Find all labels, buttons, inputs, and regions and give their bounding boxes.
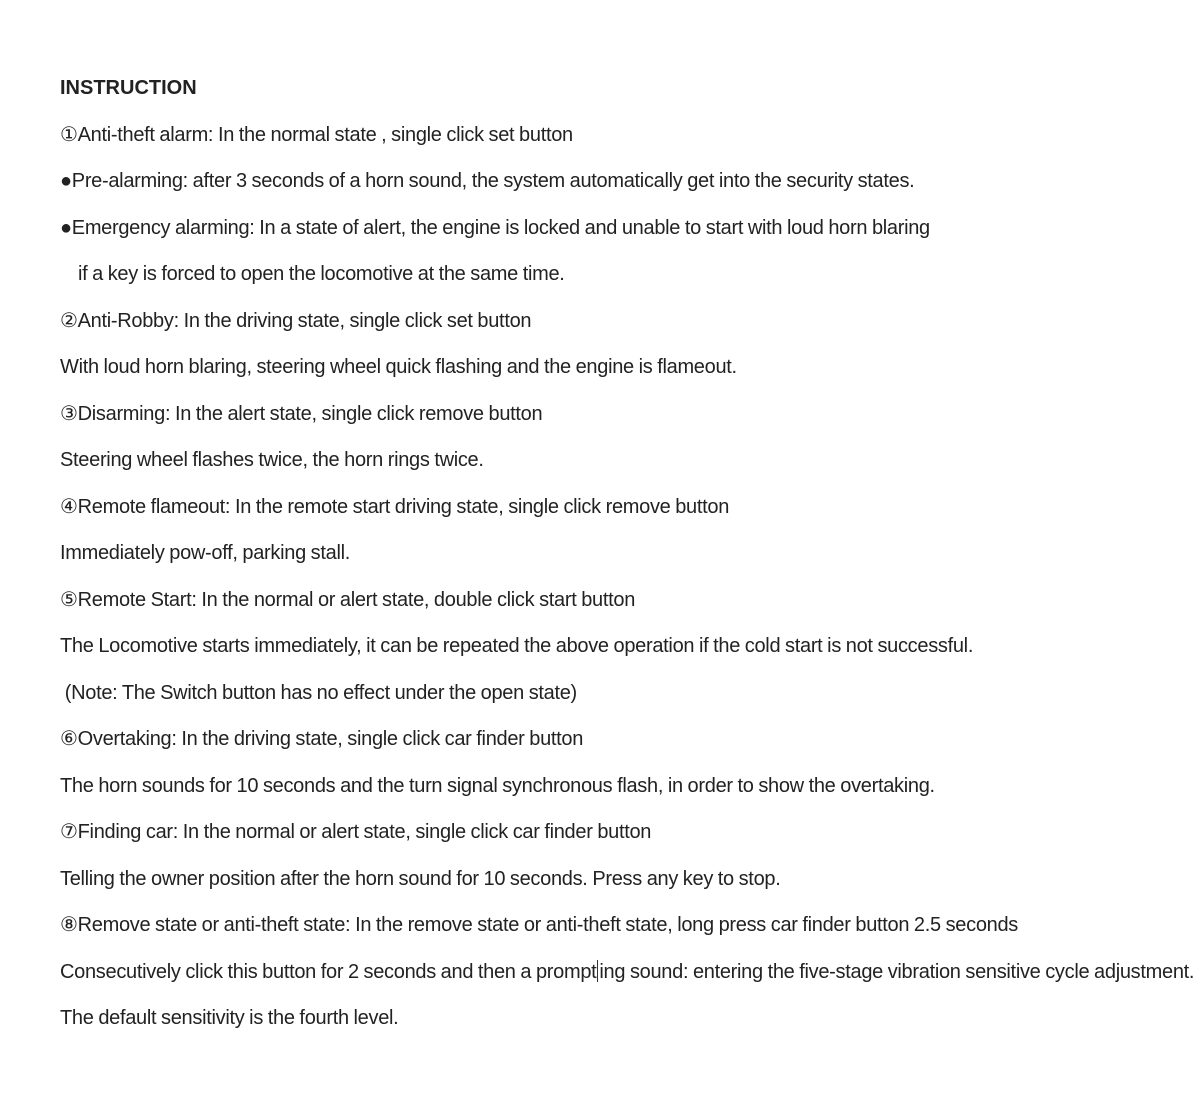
emergency-alarming-continuation: if a key is forced to open the locomotive at the same time. [78,263,565,285]
remote-flameout-heading: ④Remote flameout: In the remote start driving state, single click remove button [60,495,730,518]
remote-start-note: (Note: The Switch button has no effect under the open state) [60,681,577,704]
default-sensitivity-description: The default sensitivity is the fourth level. [60,1007,399,1029]
disarming-heading: ③Disarming: In the alert state, single click remove button [60,402,543,425]
disarming-description: Steering wheel flashes twice, the horn rings twice. [60,449,484,471]
overtaking-description: The horn sounds for 10 seconds and the turn signal synchronous flash, in order to show the overtaking. [60,774,935,797]
remote-flameout-description: Immediately pow-off, parking stall. [60,542,350,564]
anti-theft-alarm-heading: ①Anti-theft alarm: In the normal state , single click set button [60,123,573,146]
emergency-alarming-bullet: ●Emergency alarming: In a state of alert, the engine is locked and unable to start with loud horn blaring [60,216,930,239]
anti-robby-description: With loud horn blaring, steering wheel quick flashing and the engine is flameout. [60,356,737,378]
sensitivity-text-after-cursor: ing sound: entering the five-stage vibration sensitive cycle adjustment. [599,960,1195,983]
pre-alarming-bullet: ●Pre-alarming: after 3 seconds of a horn sound, the system automatically get into the security states. [60,170,915,192]
finding-car-heading: ⑦Finding car: In the normal or alert state, single click car finder button [60,821,652,843]
sensitivity-adjustment-description [60,956,1195,1003]
sensitivity-text-before-cursor: Consecutively click this button for 2 seconds and then a prompt [60,960,597,983]
document-title: INSTRUCTION [60,77,197,99]
remote-start-description: The Locomotive starts immediately, it can be repeated the above operation if the cold start is not successful. [60,635,974,657]
remove-state-heading: ⑧Remove state or anti-theft state: In the remove state or anti-theft state, long press car finder button 2.5 seconds [60,914,1018,936]
remote-start-heading: ⑤Remote Start: In the normal or alert state, double click start button [60,588,636,611]
overtaking-heading: ⑥Overtaking: In the driving state, single click car finder button [60,728,584,750]
finding-car-description: Telling the owner position after the horn sound for 10 seconds. Press any key to stop. [60,867,781,890]
anti-robby-heading: ②Anti-Robby: In the driving state, single click set button [60,309,532,332]
instruction-document [60,72,1195,1049]
